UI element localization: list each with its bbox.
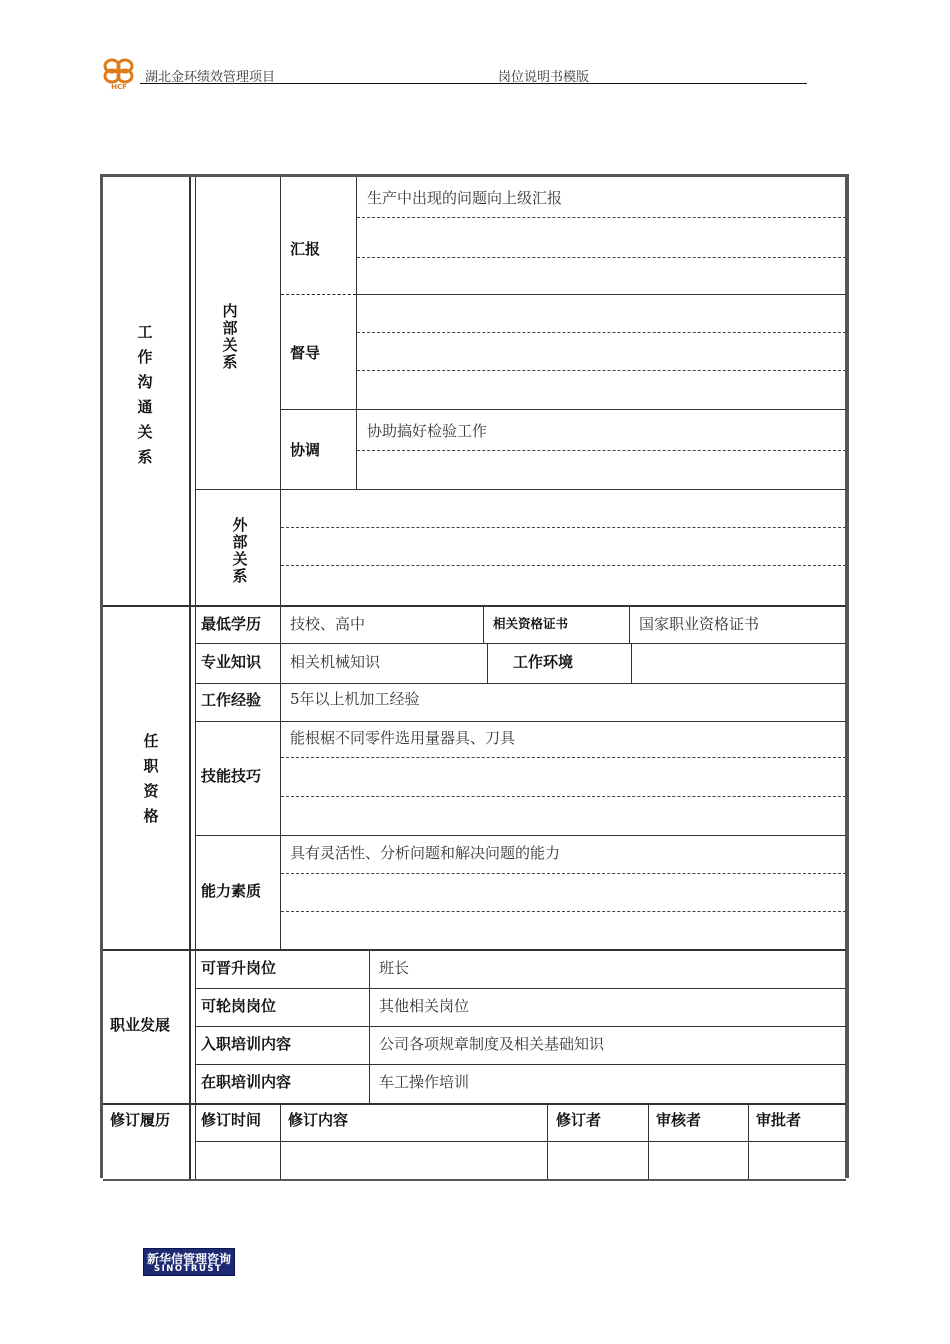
coordinate-text: 协助搞好检验工作 [367,422,488,440]
rotation-value: 其他相关岗位 [379,997,470,1015]
career-section-title: 职业发展 [110,1016,171,1034]
rotation-label: 可轮岗岗位 [201,997,277,1015]
promotion-label: 可晋升岗位 [201,959,277,977]
revision-column-header: 修订者 [556,1111,602,1129]
revision-column-header: 修订内容 [288,1111,349,1129]
document-title: 岗位说明书模版 [498,70,590,85]
onjob-training-value: 车工操作培训 [379,1073,470,1091]
logo-cn-text: 新华信管理咨询 [147,1252,232,1266]
communication-section-title: 工作沟通关系 [137,323,153,466]
experience-value: 5年以上机加工经验 [290,690,420,708]
ability-label: 能力素质 [201,882,262,900]
sinotrust-logo [143,1248,235,1276]
report-label: 汇报 [290,240,321,258]
education-value: 技校、高中 [290,615,366,633]
ability-value: 具有灵活性、分析问题和解决问题的能力 [290,844,561,862]
knowledge-value: 相关机械知识 [290,653,381,671]
onjob-training-label: 在职培训内容 [201,1073,292,1091]
promotion-value: 班长 [379,959,410,977]
experience-label: 工作经验 [201,691,262,709]
logo-text: HCF [111,83,127,91]
hcf-logo [100,55,138,91]
environment-label: 工作环境 [513,653,574,671]
divider [189,177,191,605]
revision-section-title: 修订履历 [110,1111,171,1129]
revision-column-header: 修订时间 [201,1111,262,1129]
coordinate-label: 协调 [290,441,321,459]
qualification-section-title: 任职资格 [143,732,159,825]
project-name: 湖北金环绩效管理项目 [145,70,276,85]
report-text: 生产中出现的问题向上级汇报 [367,189,563,207]
supervise-label: 督导 [290,344,321,362]
knowledge-label: 专业知识 [201,653,262,671]
job-description-table [100,174,849,1178]
skills-value: 能根椐不同零件选用量器具、刀具 [290,729,516,747]
logo-en-text: SINOTRUST [154,1264,223,1274]
induction-training-label: 入职培训内容 [201,1035,292,1053]
certificate-label: 相关资格证书 [493,616,569,631]
education-label: 最低学历 [201,615,262,633]
revision-column-header: 审核者 [656,1111,702,1129]
external-relations-label: 外部关系 [232,516,248,585]
revision-column-header: 审批者 [756,1111,802,1129]
induction-training-value: 公司各项规章制度及相关基础知识 [379,1035,605,1053]
internal-relations-label: 内部关系 [222,302,238,371]
header-rule [140,83,807,84]
certificate-value: 国家职业资格证书 [639,615,760,633]
skills-label: 技能技巧 [201,767,262,785]
